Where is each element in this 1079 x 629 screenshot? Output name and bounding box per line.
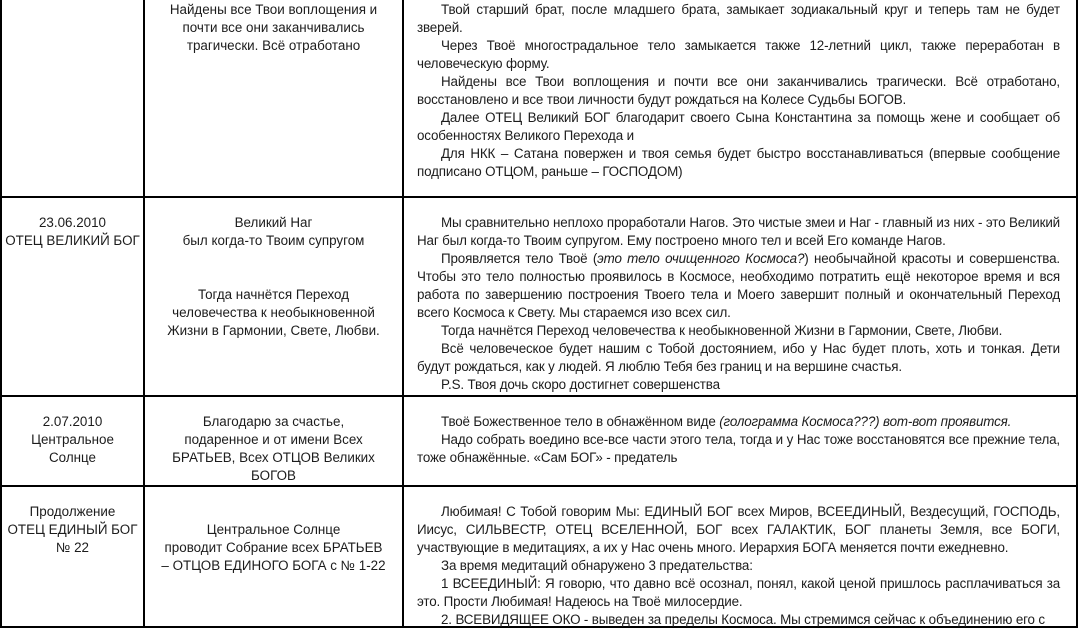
message-paragraph [417, 413, 1060, 431]
row-divider-2 [0, 395, 1078, 397]
summary-line: Тогда начнётся Переход [197, 287, 350, 302]
summary-line: подаренное и от имени Всех [184, 432, 363, 447]
row-divider-3 [0, 485, 1078, 487]
message-paragraph: За время медитаций обнаружено 3 предательства: [441, 558, 753, 573]
message-italic-note: (голограмма Космоса???) вот-вот проявится. [719, 414, 1012, 429]
message-paragraph: Твой старший брат, после младшего брата, замыкает зодиакальный круг и теперь там не будет зверей. [417, 2, 1060, 35]
message-paragraph: Любимая! С Тобой говорим Мы: ЕДИНЫЙ БОГ всех Миров, ВСЕЕДИНЫЙ, Вездесущий, ГОСПОДЬ, Иисус, СИЛЬВЕСТР, ОТЕЦ ВСЕЛЕННОЙ, БОГ всех ГАЛАКТИК, БОГ планеты Земля, все БОГИ, участвующие в медитациях, а их у Нас очень много. Иерархия БОГА меняется почти ежедневно. [417, 504, 1060, 555]
entry-author: Центральное [31, 432, 114, 447]
table-row-3-message [404, 503, 1077, 629]
summary-line: проводит Собрание всех БРАТЬЕВ [164, 540, 383, 555]
entry-author: ОТЕЦ ВЕЛИКИЙ БОГ [5, 233, 140, 248]
message-paragraph: 2. ВСЕВИДЯЩЕЕ ОКО - выведен за пределы Космоса. Мы стремимся сейчас к объединению его с [441, 612, 1045, 627]
entry-author: ОТЕЦ ЕДИНЫЙ БОГ [7, 522, 138, 537]
summary-line: Жизни в Гармонии, Свете, Любви. [167, 323, 380, 338]
summary-line: Благодарю за счастье, [202, 414, 345, 429]
message-paragraph: P.S. Твоя дочь скоро достигнет совершенства [441, 377, 720, 392]
summary-line: БОГОВ [251, 468, 296, 483]
summary-line: Найдены все Твои воплощения и почти все они заканчивались трагически. Всё отработано [169, 2, 378, 53]
summary-line: Центральное Солнце [206, 522, 341, 537]
table-row-2-summary [145, 413, 402, 485]
entry-number: № 22 [56, 540, 89, 555]
entry-date: 23.06.2010 [38, 215, 107, 230]
message-italic-note: это тело очищенного Космоса? [597, 251, 805, 266]
summary-line: Великий Наг [234, 215, 313, 230]
table-row-2-message [404, 413, 1077, 467]
message-paragraph: Всё человеческое будет нашим с Тобой достоянием, ибо у Нас будет плоть, хоть и тонкая. Дети будут рождаться, как у людей. Я люблю Тебя без границ и на вершине счастья. [417, 341, 1060, 374]
summary-line: – ОТЦОВ ЕДИНОГО БОГА с № 1-22 [161, 558, 386, 573]
summary-line: человечества к необыкновенной [172, 305, 375, 320]
summary-line: был когда-то Твоим супругом [182, 233, 365, 248]
message-paragraph: Найдены все Твои воплощения и почти все они заканчивались трагически. Всё отработано, восстановлено и все твои личности будут рождаться на Колесе Судьбы БОГОВ. [417, 74, 1060, 107]
message-text: ) необычайной красоты и совершенства. Чтобы это тело полностью проявилось в Космосе, необходимо потратить ещё некоторое время и вся работа по завершению построения Твоего тела и Моего завершит полный и окончательный Переход всего Космоса к Свету. Мы стараемся изо всех сил. [417, 251, 1060, 320]
summary-line: БРАТЬЕВ, Всех ОТЦОВ Великих [172, 450, 375, 465]
table-row-3-date-author [2, 503, 143, 557]
message-text: Проявляется тело Твоё ( [441, 251, 598, 266]
message-paragraph: Мы сравнительно неплохо проработали Нагов. Это чистые змеи и Наг - главный из них - это Великий Наг был когда-то Твоим супругом. Ему построено много тел и всей Его команде Нагов. [417, 215, 1060, 248]
message-paragraph: Через Твоё многострадальное тело замыкается также 12-летний цикл, также переработан в человеческую форму. [417, 38, 1060, 71]
table-row-2-date-author [2, 413, 143, 467]
message-paragraph: Далее ОТЕЦ Великий БОГ благодарит своего Сына Константина за помощь жене и сообщает об особенностях Великого Перехода и [417, 110, 1060, 143]
table-row-1-message [404, 214, 1077, 394]
table-row-1-date-author [2, 214, 143, 250]
entry-date: 2.07.2010 [42, 414, 103, 429]
row-divider-1 [0, 196, 1078, 198]
table-row-3-summary [145, 521, 402, 575]
table-row-0-message [404, 1, 1077, 181]
message-paragraph: Тогда начнётся Переход человечества к необыкновенной Жизни в Гармонии, Свете, Любви. [441, 323, 1003, 338]
message-paragraph: 1 ВСЕЕДИНЫЙ: Я говорю, что давно всё осознал, понял, какой ценой пришлось расплачиваться за это. Прости Любимая! Надеюсь на Твоё милосердие. [417, 576, 1060, 609]
message-paragraph [417, 250, 1060, 322]
message-text: Твоё Божественное тело в обнажённом виде [441, 414, 720, 429]
message-paragraph: Надо собрать воедино все-все части этого тела, тогда и у Нас тоже восстановятся все прежние тела, тоже обнажённые. «Сам БОГ» - предатель [417, 432, 1060, 465]
entry-author: Солнце [49, 450, 96, 465]
entry-note: Продолжение [29, 504, 116, 519]
message-paragraph: Для НКК – Сатана повержен и твоя семья будет быстро восстанавливаться (впервые сообщение подписано ОТЦОМ, раньше – ГОСПОДОМ) [417, 146, 1060, 179]
table-row-0-summary [145, 1, 402, 55]
table-row-1-summary [145, 214, 402, 340]
